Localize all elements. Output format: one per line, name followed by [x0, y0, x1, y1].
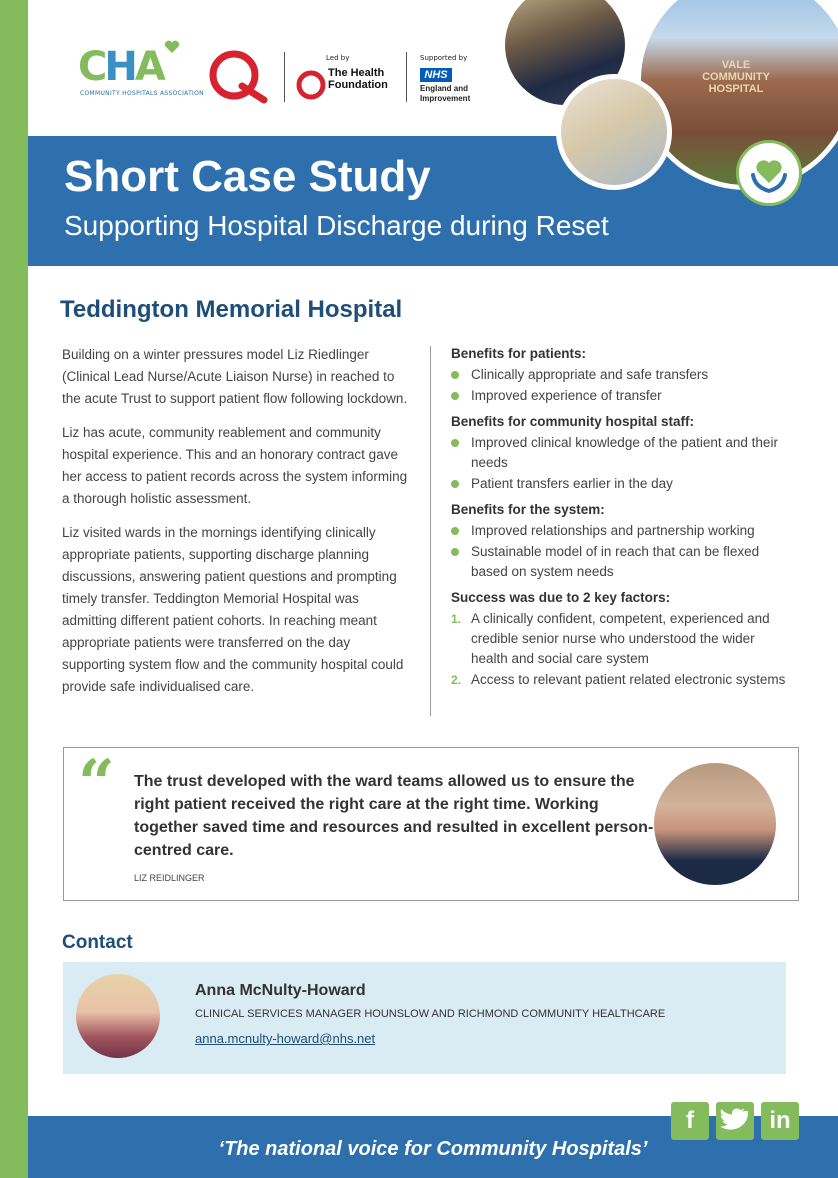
- led-by-label: Led by: [326, 54, 350, 62]
- page-title: Short Case Study: [64, 152, 431, 201]
- list-item-text: Clinically appropriate and safe transfers: [471, 367, 709, 382]
- left-accent-strip: [0, 0, 28, 1178]
- certificate-photo: [556, 74, 672, 190]
- benefits-staff-heading: Benefits for community hospital staff:: [451, 414, 695, 429]
- logo-divider: [284, 52, 285, 102]
- quote-text: The trust developed with the ward teams allowed us to ensure the right patient received the right care at the right time. Working together saved time and resources and resulted in excellent person-centred care.: [134, 773, 654, 859]
- body-paragraph: Liz has acute, community reablement and community hospital experience. This and an honorary contract gave her access to patient records across the system informing a thorough holistic assessment.: [62, 425, 408, 506]
- bullet-icon: [451, 439, 459, 447]
- body-text: [62, 344, 412, 710]
- health-foundation-icon: [296, 68, 326, 102]
- hospital-title: Teddington Memorial Hospital: [60, 296, 403, 323]
- cha-subtitle: COMMUNITY HOSPITALS ASSOCIATION: [80, 90, 204, 97]
- hospital-sign-text: VALE COMMUNITY HOSPITAL: [702, 59, 770, 95]
- body-paragraph: Liz visited wards in the mornings identifying clinically appropriate patients, supporting discharge planning discussions, answering patient questions and prompting timely transfer. Teddington Memorial Hospital was admitting different patient cohorts. In reaching meant appropriate patients were transferred on the day supporting system flow and the community hospital could provide safe individualised care.: [62, 525, 404, 694]
- quote-author-photo: [654, 763, 776, 885]
- twitter-icon[interactable]: [716, 1102, 754, 1140]
- nhs-subtitle-text: England and Improvement: [420, 84, 471, 103]
- nhs-subtitle: [420, 84, 480, 104]
- bullet-icon: [451, 527, 459, 535]
- list-item: [451, 609, 791, 669]
- facebook-icon[interactable]: f: [671, 1102, 709, 1140]
- column-divider: [430, 346, 431, 716]
- contact-avatar: [76, 974, 160, 1058]
- heart-hands-icon: [739, 143, 799, 203]
- bullet-icon: [451, 548, 459, 556]
- supported-by-label: Supported by: [420, 54, 468, 62]
- bullet-icon: [451, 480, 459, 488]
- list-item-text: Improved experience of transfer: [471, 388, 662, 403]
- q-logo: [206, 50, 270, 104]
- list-item: [451, 474, 791, 494]
- contact-role: CLINICAL SERVICES MANAGER HOUNSLOW AND RICHMOND COMMUNITY HEALTHCARE: [195, 1008, 666, 1020]
- bullet-icon: [451, 371, 459, 379]
- health-foundation-logo: [328, 67, 400, 91]
- cha-logo-text: CHA: [78, 44, 163, 90]
- benefits-system-heading: Benefits for the system:: [451, 502, 605, 517]
- list-item: [451, 670, 791, 690]
- list-item-text: Patient transfers earlier in the day: [471, 476, 673, 491]
- logo-divider-2: [406, 52, 407, 102]
- heart-hands-icon: [164, 40, 180, 54]
- list-item: [451, 433, 791, 473]
- footer-tagline: ‘The national voice for Community Hospitals’: [218, 1138, 648, 1160]
- hospital-sign: [691, 59, 781, 95]
- list-item: [451, 542, 791, 582]
- health-foundation-text: The Health Foundation: [328, 67, 388, 91]
- page-subtitle: Supporting Hospital Discharge during Reset: [64, 210, 609, 241]
- success-heading: Success was due to 2 key factors:: [451, 590, 671, 605]
- list-item-text: A clinically confident, competent, experienced and credible senior nurse who understood the wider health and social care system: [471, 611, 770, 666]
- bullet-icon: [451, 392, 459, 400]
- benefits-column: [451, 344, 791, 691]
- nhs-logo: NHS: [420, 68, 452, 82]
- contact-name: Anna McNulty-Howard: [195, 982, 366, 999]
- quote-author: LIZ REIDLINGER: [134, 873, 205, 883]
- list-item-text: Sustainable model of in reach that can be flexed based on system needs: [471, 544, 760, 579]
- contact-email-link[interactable]: anna.mcnulty-howard@nhs.net: [195, 1031, 376, 1046]
- cha-logo: [78, 40, 204, 102]
- list-number: 1.: [451, 612, 462, 626]
- benefits-patients-heading: Benefits for patients:: [451, 346, 587, 361]
- twitter-bird-icon: [716, 1102, 754, 1140]
- body-paragraph: Building on a winter pressures model Liz Riedlinger (Clinical Lead Nurse/Acute Liaison Nurse) in reached to the acute Trust to support patient flow following lockdown.: [62, 347, 408, 406]
- list-item: [451, 521, 791, 541]
- list-item-text: Access to relevant patient related electronic systems: [471, 672, 786, 687]
- list-item-text: Improved clinical knowledge of the patient and their needs: [471, 435, 778, 470]
- linkedin-icon[interactable]: in: [761, 1102, 799, 1140]
- heart-badge: [736, 140, 802, 206]
- list-item: [451, 365, 791, 385]
- list-item: [451, 386, 791, 406]
- contact-heading: Contact: [62, 932, 133, 953]
- quote-mark-icon: “: [78, 746, 115, 821]
- list-number: 2.: [451, 673, 462, 687]
- list-item-text: Improved relationships and partnership working: [471, 523, 755, 538]
